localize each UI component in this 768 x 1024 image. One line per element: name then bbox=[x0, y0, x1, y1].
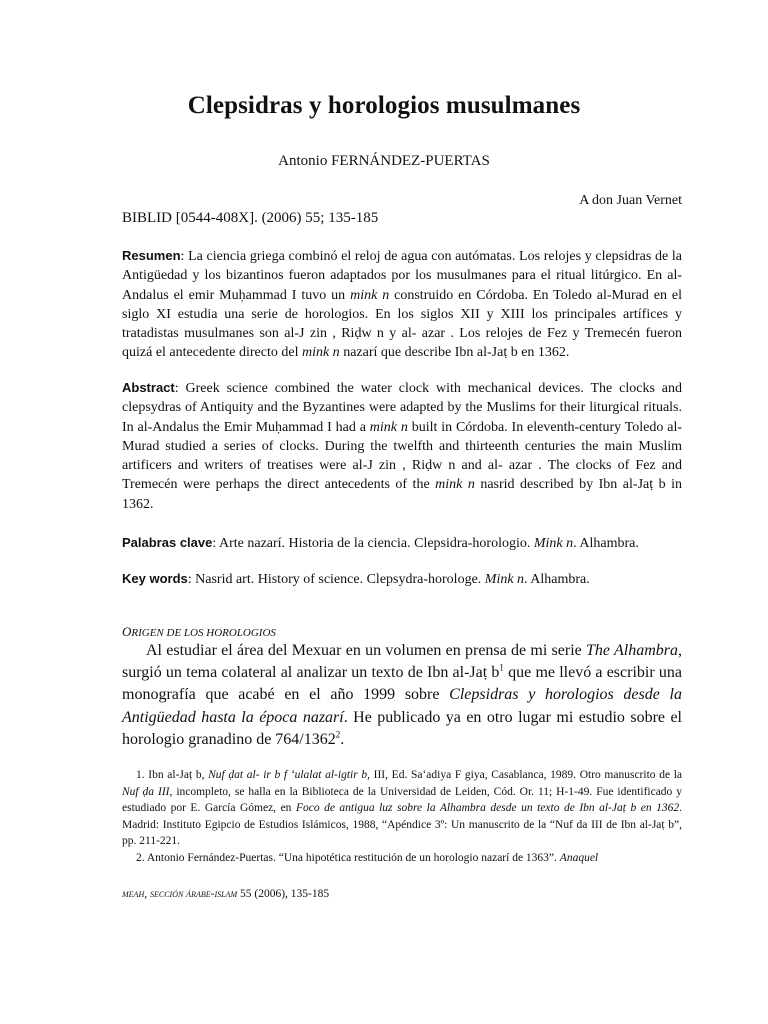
section-heading-cap: O bbox=[122, 624, 132, 639]
footnote-2 bbox=[122, 850, 682, 867]
palabras-text-2: . Alhambra. bbox=[573, 536, 639, 551]
body-text-3: que me llevó a escribir una monografía que acabé en el año 1999 sobre bbox=[122, 664, 682, 704]
body-text-1: Al estudiar el área del Mexuar en un volumen en prensa de mi serie bbox=[146, 642, 587, 659]
resumen-term-2: mink n bbox=[301, 345, 340, 361]
body-text-2: , surgió un tema colateral al analizar un texto de Ibn al-Jaṭ b bbox=[122, 642, 682, 682]
author-line bbox=[0, 153, 768, 170]
key-words bbox=[122, 569, 682, 589]
palabras-text-1: : Arte nazarí. Historia de la ciencia. Clepsidra-horologio. bbox=[212, 536, 534, 551]
body-text-4: . He publicado ya en otro lugar mi estudio sobre el horologio granadino de 764/1362 bbox=[122, 708, 683, 748]
abstract-text-1: : Greek science combined the water clock with mechanical devices. The clocks and clepsydras of Antiquity and the Byzantines were adapted by the Muslims for their liturgical rituals. In al-Andalus the Emir Muḥammad I had a bbox=[122, 381, 682, 435]
abstract-paragraph bbox=[122, 378, 682, 514]
footnote-ref-1[interactable]: 1 bbox=[499, 662, 504, 673]
fn1-c: , III, Ed. Saʻadiya F giya, Casablanca, 1989. Otro manuscrito de la bbox=[367, 769, 683, 781]
palabras-label: Palabras clave bbox=[122, 535, 213, 550]
author-first-name: Antonio bbox=[278, 153, 328, 169]
footnote-1 bbox=[122, 767, 682, 850]
body-text-5: . bbox=[340, 730, 345, 748]
keywords-text-2: . Alhambra. bbox=[524, 572, 590, 587]
fn1-a: 1. Ibn al-Jaṭ b, bbox=[136, 769, 209, 781]
fn2-b: Anaquel bbox=[559, 851, 599, 864]
body-italic-2: Clepsidras y horologios desde la Antigüedad hasta la época nazarí bbox=[122, 686, 682, 726]
body-italic-1: The Alhambra bbox=[586, 642, 678, 659]
author-last-name: FERNÁNDEZ-PUERTAS bbox=[331, 153, 490, 169]
keywords-label: Key words bbox=[122, 571, 188, 586]
footnote-ref-2[interactable]: 2 bbox=[335, 729, 341, 740]
keywords-term: Mink n bbox=[484, 572, 525, 587]
palabras-clave bbox=[122, 533, 682, 553]
resumen-label: Resumen bbox=[122, 248, 181, 263]
resumen-paragraph bbox=[122, 246, 682, 363]
fn1-e: , incompleto, se halla en la Biblioteca de la Universidad de Leiden, Cód. Or. 11; H-1-49. Fue identificado y estudiado por E. García Gómez, en bbox=[122, 785, 682, 814]
abstract-text-2: built in Córdoba. In eleventh-century Toledo al-Murad studied a series of clocks. During the twelfth and thirteenth centuries the main Muslim artificers and writers of treatises were al-J zin , Riḍw n and al- azar . The clocks of Fez and Tremecén were perhaps the direct antecedents of the bbox=[122, 419, 683, 493]
footer-journal: meah, sección árabe-islam bbox=[122, 888, 238, 900]
abstract-term-1: mink n bbox=[369, 419, 408, 435]
body-paragraph bbox=[122, 640, 682, 751]
section-heading bbox=[122, 624, 276, 640]
resumen-text-3: nazarí que describe Ibn al-Jaṭ b en 1362. bbox=[339, 345, 570, 361]
keywords-text-1: : Nasrid art. History of science. Clepsydra-horologe. bbox=[187, 572, 485, 587]
fn1-g: . Madrid: Instituto Egipcio de Estudios Islámicos, 1988, “Apéndice 3º: Un manuscrito de la “Nuf da III de Ibn al-Jaṭ b”, pp. 211-221. bbox=[122, 802, 682, 847]
fn2-a: 2. Antonio Fernández-Puertas. “Una hipotética restitución de un horologio nazarí de 1363”. bbox=[136, 851, 560, 864]
section-heading-rest-2: HOROLOGIOS bbox=[206, 627, 276, 639]
fn1-b: Nuf ḍat al- ir b f ʻulalat al-igtir b bbox=[208, 769, 368, 781]
footnotes bbox=[122, 767, 682, 866]
fn1-f: Foco de antigua luz sobre la Alhambra desde un texto de Ibn al-Jaṭ b en 1362 bbox=[295, 802, 680, 814]
abstract-text-3: nasrid described by Ibn al-Jaṭ b in 1362. bbox=[122, 477, 682, 512]
footer-ref: 55 (2006), 135-185 bbox=[237, 888, 330, 900]
resumen-text-1: : La ciencia griega combinó el reloj de agua con autómatas. Los relojes y clepsidras de la Antigüedad y los bizantinos fueron adaptados por los musulmanes para el ritual litúrgico. En al-Andalus el emir Muḥammad I tuvo un bbox=[122, 249, 682, 303]
running-footer bbox=[122, 888, 329, 900]
fn1-d: Nuf ḍa III bbox=[122, 785, 170, 798]
resumen-text-2: construido en Córdoba. En Toledo al-Murad en el siglo XI estudia una serie de horologios. En los siglos XII y XIII los principales artífices y tratadistas musulmanes son al-J zin , Riḍw n y al- azar . Los relojes de Fez y Tremecén fueron quizá el antecedente directo del bbox=[122, 287, 682, 361]
article-title: Clepsidras y horologios musulmanes bbox=[187, 92, 581, 119]
palabras-term: Mink n bbox=[533, 536, 574, 551]
abstract-label: Abstract bbox=[122, 380, 175, 395]
resumen-term-1: mink n bbox=[350, 287, 390, 303]
dedication: A don Juan Vernet bbox=[579, 193, 682, 208]
section-heading-rest-1: RIGEN DE LOS bbox=[131, 627, 207, 639]
abstract-term-2: mink n bbox=[435, 477, 475, 493]
biblid-reference: BIBLID [0544-408X]. (2006) 55; 135-185 bbox=[122, 210, 379, 226]
